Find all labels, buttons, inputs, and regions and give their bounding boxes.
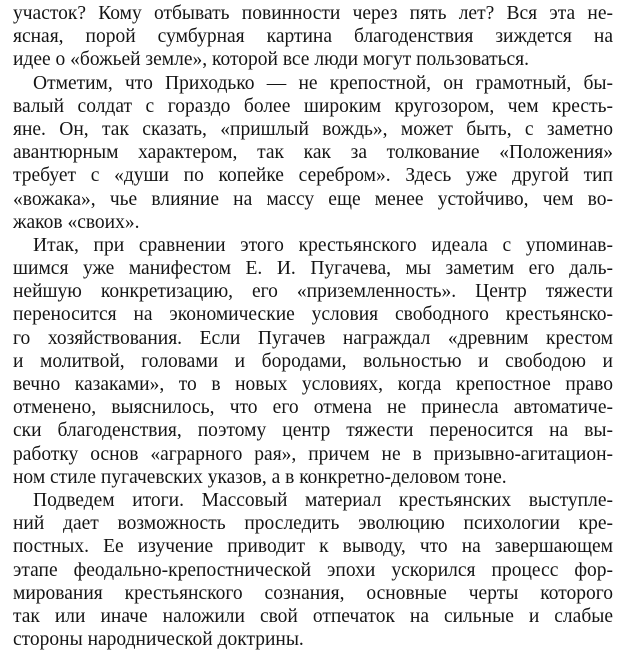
text-line: ясная, порой сумбурная картина благоденствия зиждется на [13, 26, 613, 48]
text-line: Подведем итоги. Массовый материал крестьянских выступле- [33, 489, 613, 511]
text-line: идее о «божьей земле», которой все люди могут пользоваться. [13, 49, 530, 71]
text-line: стороны народнической доктрины. [13, 629, 304, 651]
text-line: постных. Ее изучение приводит к выводу, что на завершающем [13, 536, 613, 558]
text-line: го хозяйствования. Если Пугачев награждал «древним крестом [13, 327, 613, 349]
text-line: жаков «своих». [13, 211, 140, 233]
text-line: ний дает возможность проследить эволюцию психологии кре- [13, 513, 613, 535]
paragraph-4 [13, 489, 613, 651]
text-line: работку основ «аграрного рая», причем не в призывно-агитацион- [13, 443, 613, 465]
paragraph-3 [13, 234, 613, 489]
paragraph-1 [13, 2, 613, 72]
text-line: вечно казаками», то в новых условиях, когда крепостное право [13, 374, 613, 395]
paragraph-2 [13, 72, 613, 234]
text-line: ски благоденствия, поэтому центр тяжести переносится на вы- [13, 420, 613, 442]
text-line: и молитвой, головами и бородами, вольностью и свободою и [13, 350, 613, 372]
text-line: нейшую конкретизацию, его «приземленность». Центр тяжести [13, 281, 613, 303]
text-line: Итак, при сравнении этого крестьянского идеала с упоминав- [33, 234, 613, 256]
text-line: требует с «души по копейке серебром». Здесь уже другой тип [13, 165, 613, 187]
text-line: «вожака», чье влияние на массу еще менее устойчиво, чем во- [13, 188, 613, 210]
text-line: ном стиле пугачевских указов, а в конкретно-деловом тоне. [13, 466, 507, 488]
text-line: переносится на экономические условия свободного крестьянско- [13, 304, 613, 326]
text-line: авантюрным характером, так как за толкование «Положения» [13, 142, 613, 164]
text-line: мирования крестьянского сознания, основные черты которого [13, 582, 613, 604]
text-line: участок? Кому отбывать повинности через пять лет? Вся эта не- [13, 3, 613, 24]
text-line: яне. Он, так сказать, «пришлый вождь», может быть, с заметно [13, 118, 613, 140]
text-line: Отметим, что Приходько — не крепостной, он грамотный, бы- [33, 72, 613, 94]
text-line: так или иначе наложили свой отпечаток на сильные и слабые [13, 605, 613, 627]
text-line: этапе феодально-крепостнической эпохи ускорился процесс фор- [13, 559, 613, 581]
text-line: отменено, выяснилось, что его отмена не принесла автоматиче- [13, 397, 613, 419]
text-line: шимся уже манифестом Е. И. Пугачева, мы заметим его даль- [13, 258, 613, 280]
page-text [13, 2, 613, 651]
text-line: валый солдат с гораздо более широким кругозором, чем кресть- [13, 95, 613, 117]
